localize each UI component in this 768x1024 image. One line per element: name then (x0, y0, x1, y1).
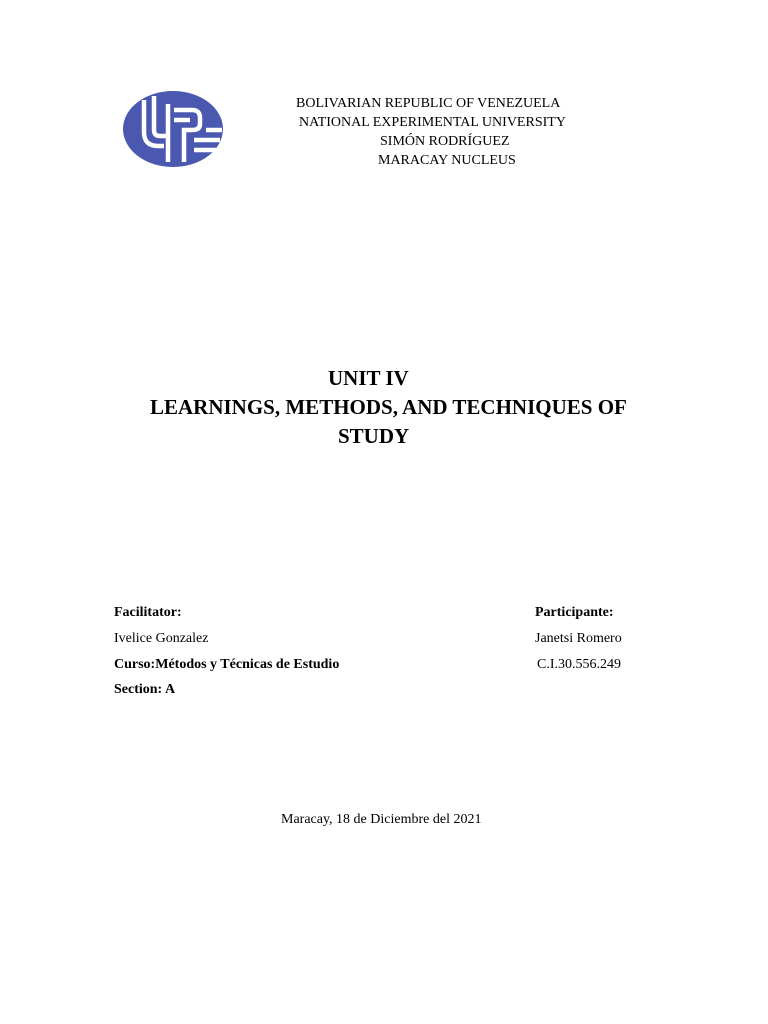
title-main: LEARNINGS, METHODS, AND TECHNIQUES OF (150, 395, 627, 419)
header-nucleus: MARACAY NUCLEUS (378, 153, 516, 168)
header-university-name: SIMÓN RODRÍGUEZ (380, 134, 510, 149)
participant-id: C.I.30.556.249 (537, 657, 621, 672)
title-continuation: STUDY (338, 424, 410, 448)
university-logo (122, 90, 224, 168)
section-value: A (164, 682, 176, 697)
header-country: BOLIVARIAN REPUBLIC OF VENEZUELA (296, 96, 561, 111)
header-university: NATIONAL EXPERIMENTAL UNIVERSITY (299, 115, 566, 130)
course-label: Curso: (114, 657, 156, 672)
facilitator-label: Facilitator: (114, 605, 182, 620)
document-date: Maracay, 18 de Diciembre del 2021 (281, 812, 482, 827)
course-line (114, 657, 339, 673)
participant-label: Participante: (535, 605, 614, 620)
facilitator-name: Ivelice Gonzalez (114, 631, 209, 646)
section-label: Section: (114, 682, 163, 697)
section-line (114, 682, 175, 698)
course-value: Métodos y Técnicas de Estudio (155, 657, 340, 672)
participant-name: Janetsi Romero (535, 631, 622, 646)
title-unit: UNIT IV (328, 366, 409, 390)
